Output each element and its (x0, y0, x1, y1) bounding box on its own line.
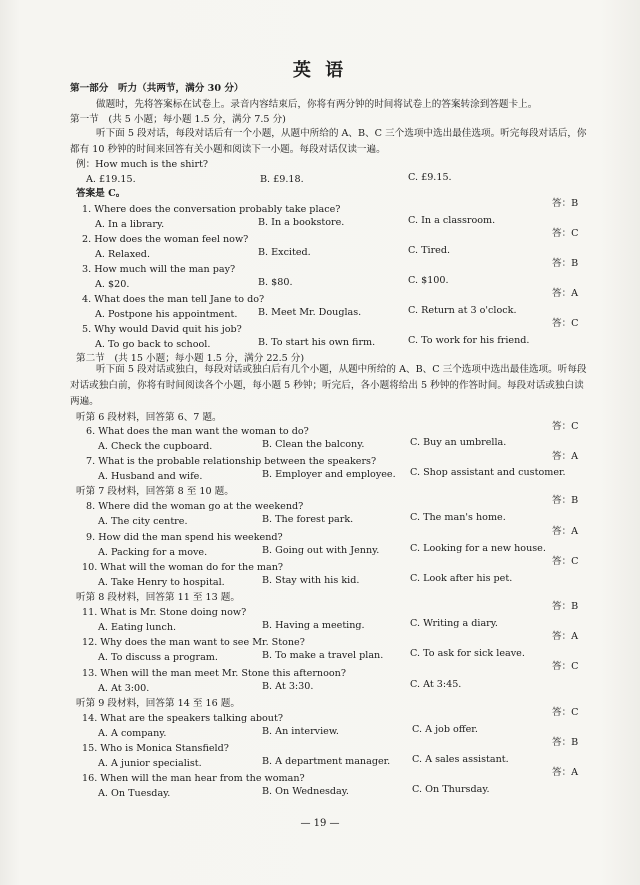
q11-option-a: A. Eating lunch. (98, 622, 177, 633)
question-13: 13. When will the man meet Mr. Stone this afternoon? (82, 668, 346, 679)
q1-option-c: C. In a classroom. (408, 215, 496, 226)
section2-heading: 第二节 (共 15 小题；每小题 1.5 分，满分 22.5 分) (76, 353, 305, 364)
q16-option-a: A. On Tuesday. (98, 788, 171, 799)
q13-option-a: A. At 3:00. (98, 683, 150, 694)
group-9-label: 听第 9 段材料，回答第 14 至 16 题。 (76, 698, 240, 709)
answer-3: 答：B (552, 258, 579, 269)
group-8-label: 听第 8 段材料，回答第 11 至 13 题。 (76, 592, 240, 603)
question-4: 4. What does the man tell Jane to do? (82, 294, 265, 305)
q2-option-a: A. Relaxed. (95, 249, 150, 260)
q8-option-c: C. The man's home. (410, 512, 506, 523)
question-14: 14. What are the speakers talking about? (82, 713, 283, 724)
section2-instructions: 听下面 5 段对话或独白，每段对话或独白后有几个小题，从题中所给的 A、B、C 三个选项中选出最佳选项。听每段对话或独白前，你将有时间阅读各个小题，每小题 5 秒钟；听完后，各小题将给出 5 秒钟的作答时间。每段对话或独白读两遍。 (70, 364, 587, 407)
q12-option-b: B. To make a travel plan. (262, 650, 384, 661)
q10-option-b: B. Stay with his kid. (262, 575, 360, 586)
q12-option-a: A. To discuss a program. (98, 652, 218, 663)
q7-option-b: B. Employer and employee. (262, 469, 396, 480)
question-12: 12. Why does the man want to see Mr. Stone? (82, 637, 305, 648)
page-title: 英 语 (292, 60, 348, 81)
q4-option-b: B. Meet Mr. Douglas. (258, 307, 362, 318)
q16-option-b: B. On Wednesday. (262, 786, 349, 797)
q1-option-a: A. In a library. (95, 219, 165, 230)
q7-option-c: C. Shop assistant and customer. (410, 467, 566, 478)
q2-option-c: C. Tired. (408, 245, 451, 256)
q10-option-c: C. Look after his pet. (410, 573, 513, 584)
section1-heading: 第一节 (共 5 小题；每小题 1.5 分，满分 7.5 分) (70, 114, 286, 125)
section1-instructions: 听下面 5 段对话，每段对话后有一个小题，从题中所给的 A、B、C 三个选项中选出最佳选项。听完每段对话后，你都有 10 秒钟的时间来回答有关小题和阅读下一小题。每段对话仅读一遍。 (70, 128, 587, 155)
example-answer: 答案是 C。 (76, 188, 126, 199)
part1-intro: 做题时，先将答案标在试卷上。录音内容结束后，你将有两分钟的时间将试卷上的答案转涂到答题卡上。 (96, 99, 538, 110)
answer-2: 答：C (552, 228, 579, 239)
q5-option-a: A. To go back to school. (95, 339, 211, 350)
q4-option-a: A. Postpone his appointment. (95, 309, 238, 320)
answer-8: 答：B (552, 495, 579, 506)
question-7: 7. What is the probable relationship between the speakers? (86, 456, 377, 467)
q6-option-c: C. Buy an umbrella. (410, 437, 507, 448)
q6-option-b: B. Clean the balcony. (262, 439, 365, 450)
q13-option-b: B. At 3:30. (262, 681, 314, 692)
question-9: 9. How did the man spend his weekend? (86, 532, 283, 543)
question-16: 16. When will the man hear from the woman? (82, 773, 305, 784)
answer-14: 答：C (552, 707, 579, 718)
q15-option-b: B. A department manager. (262, 756, 391, 767)
question-5: 5. Why would David quit his job? (82, 324, 242, 335)
answer-10: 答：C (552, 556, 579, 567)
q16-option-c: C. On Thursday. (412, 784, 490, 795)
q9-option-b: B. Going out with Jenny. (262, 545, 380, 556)
question-2: 2. How does the woman feel now? (82, 234, 249, 245)
q6-option-a: A. Check the cupboard. (98, 441, 213, 452)
q12-option-c: C. To ask for sick leave. (410, 648, 525, 659)
q3-option-a: A. $20. (95, 279, 130, 290)
q2-option-b: B. Excited. (258, 247, 311, 258)
q7-option-a: A. Husband and wife. (98, 471, 203, 482)
page-number: — 19 — (300, 818, 340, 829)
example-question: 例：How much is the shirt? (76, 159, 209, 170)
part1-heading: 第一部分 听力（共两节，满分 30 分） (70, 83, 244, 94)
question-3: 3. How much will the man pay? (82, 264, 236, 275)
answer-4: 答：A (552, 288, 579, 299)
q3-option-c: C. $100. (408, 275, 449, 286)
group-7-label: 听第 7 段材料，回答第 8 至 10 题。 (76, 486, 234, 497)
q11-option-c: C. Writing a diary. (410, 618, 498, 629)
q8-option-b: B. The forest park. (262, 514, 354, 525)
answer-15: 答：B (552, 737, 579, 748)
example-option-b: B. £9.18. (260, 174, 304, 185)
q9-option-a: A. Packing for a move. (98, 547, 208, 558)
q15-option-c: C. A sales assistant. (412, 754, 509, 765)
group-6-label: 听第 6 段材料，回答第 6、7 题。 (76, 412, 222, 423)
answer-5: 答：C (552, 318, 579, 329)
q5-option-b: B. To start his own firm. (258, 337, 376, 348)
answer-13: 答：C (552, 661, 579, 672)
answer-16: 答：A (552, 767, 579, 778)
q4-option-c: C. Return at 3 o'clock. (408, 305, 517, 316)
q14-option-b: B. An interview. (262, 726, 339, 737)
answer-9: 答：A (552, 526, 579, 537)
question-1: 1. Where does the conversation probably take place? (82, 204, 341, 215)
answer-1: 答：B (552, 198, 579, 209)
q8-option-a: A. The city centre. (98, 516, 188, 527)
q9-option-c: C. Looking for a new house. (410, 543, 546, 554)
example-option-c: C. £9.15. (408, 172, 452, 183)
q3-option-b: B. $80. (258, 277, 293, 288)
question-8: 8. Where did the woman go at the weekend? (86, 501, 304, 512)
answer-12: 答：A (552, 631, 579, 642)
q14-option-a: A. A company. (98, 728, 167, 739)
q11-option-b: B. Having a meeting. (262, 620, 365, 631)
question-11: 11. What is Mr. Stone doing now? (82, 607, 247, 618)
q5-option-c: C. To work for his friend. (408, 335, 530, 346)
answer-7: 答：A (552, 451, 579, 462)
q15-option-a: A. A junior specialist. (98, 758, 202, 769)
question-15: 15. Who is Monica Stansfield? (82, 743, 229, 754)
answer-11: 答：B (552, 601, 579, 612)
question-6: 6. What does the man want the woman to do? (86, 426, 309, 437)
q1-option-b: B. In a bookstore. (258, 217, 345, 228)
q10-option-a: A. Take Henry to hospital. (98, 577, 225, 588)
answer-6: 答：C (552, 421, 579, 432)
example-option-a: A. £19.15. (86, 174, 136, 185)
q13-option-c: C. At 3:45. (410, 679, 462, 690)
question-10: 10. What will the woman do for the man? (82, 562, 284, 573)
q14-option-c: C. A job offer. (412, 724, 478, 735)
